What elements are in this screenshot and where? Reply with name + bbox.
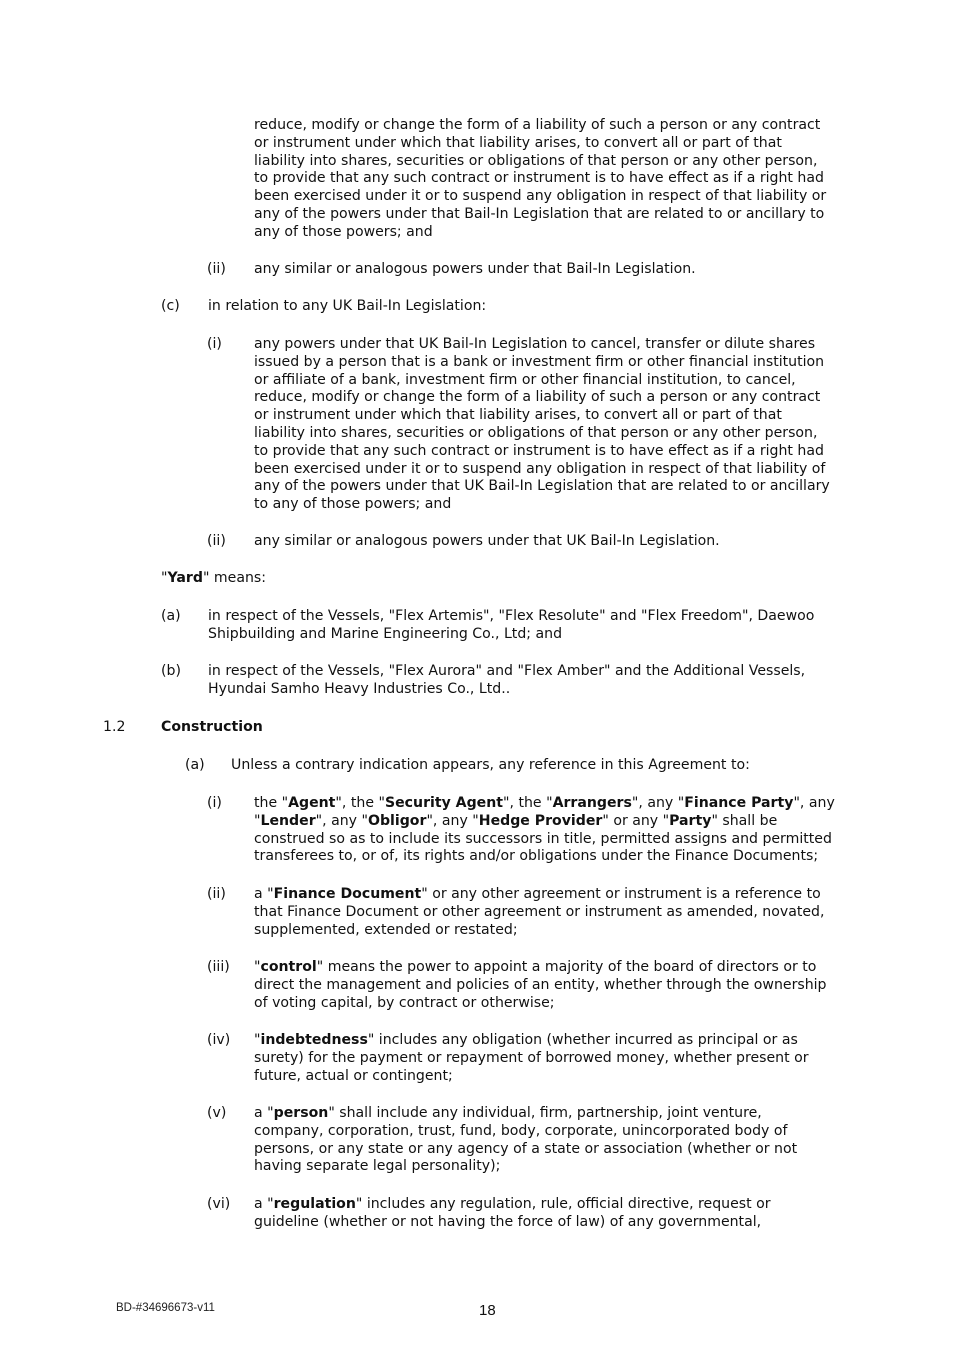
list-text: "control" means the power to appoint a majority of the board of directors or to direct the management and policies of an entity, whether through the ownership of voting capital, by contract or otherwise; [254, 959, 827, 1011]
list-text: a "Finance Document" or any other agreement or instrument is a reference to that Finance Document or other agreement or instrument as amended, novated, supplemented, extended or restated; [254, 886, 825, 938]
list-text: a "regulation" includes any regulation, rule, official directive, request or guideline (whether or not having the force of law) of any governmental, [254, 1196, 771, 1230]
list-label: (c) [161, 298, 180, 314]
list-text: in relation to any UK Bail-In Legislation: [208, 298, 487, 314]
list-label: (a) [161, 608, 181, 624]
list-label: (iii) [207, 959, 230, 975]
section-title: Construction [161, 719, 263, 735]
list-label: (i) [207, 336, 222, 352]
list-label: (i) [207, 795, 222, 811]
list-label: (iv) [207, 1032, 231, 1048]
list-label: (ii) [207, 533, 226, 549]
list-text: Unless a contrary indication appears, any reference in this Agreement to: [231, 757, 750, 773]
defined-term: Obligor [367, 812, 427, 829]
continuation-paragraph: reduce, modify or change the form of a liability of such a person or any contract or instrument under which that liability arises, to convert all or part of that liability into shares, securities or obligations of that person or any other person, to provide that any such contract or instrument is to have effect as if a right had been exercised under it or to suspend any obligation in respect of that liability or any of the powers under that Bail-In Legislation that are related to or ancillary to any of those powers; and [254, 117, 827, 240]
defined-term: Yard [167, 570, 203, 586]
defined-term: indebtedness [260, 1032, 368, 1048]
list-text: the "Agent", the "Security Agent", the "Arrangers", any "Finance Party", any "Lender", any "Obligor", any "Hedge Provider" or any "Party" shall be construed so as to include its successors in title, permitted assigns and permitted transferees to, or of, its rights and/or obligations under the Finance Documents; [254, 795, 835, 865]
list-label: (a) [185, 757, 205, 773]
document-reference: BD-#34696673-v11 [116, 1302, 215, 1314]
list-text: "indebtedness" includes any obligation (whether incurred as principal or as surety) for the payment or repayment of borrowed money, whether present or future, actual or contingent; [254, 1032, 809, 1084]
list-text: any powers under that UK Bail-In Legislation to cancel, transfer or dilute shares issued by a person that is a bank or investment firm or other financial institution or affiliate of a bank, investment firm or other financial institution, to cancel, reduce, modify or change the form of a liability of such a person or any contract or instrument under which that liability arises, to convert all or part of that liability into shares, securities or obligations of that person or any other person, to provide that any such contract or instrument is to have effect as if a right had been exercised under it or to suspend any obligation in respect of that liability of any of the powers under that UK Bail-In Legislation that are related to or ancillary to any of those powers; and [254, 336, 830, 513]
defined-term: Agent [288, 795, 336, 811]
defined-term: Lender [260, 812, 316, 829]
list-label: (b) [161, 663, 181, 679]
definition-intro: " means: [202, 570, 266, 586]
list-text: a "person" shall include any individual, firm, partnership, joint venture, company, corporation, trust, fund, body, corporate, unincorporated body of persons, or any state or any agency of a state or association (whether or not having separate legal personality); [254, 1105, 798, 1175]
defined-term: control [260, 959, 317, 975]
definition-yard [161, 570, 761, 588]
defined-term: Hedge Provider [478, 812, 603, 829]
list-text: in respect of the Vessels, "Flex Artemis", "Flex Resolute" and "Flex Freedom", Daewoo Shipbuilding and Marine Engineering Co., Ltd; and [208, 608, 815, 642]
defined-term: regulation [273, 1196, 356, 1212]
page-number: 18 [479, 1302, 496, 1319]
list-text: in respect of the Vessels, "Flex Aurora" and "Flex Amber" and the Additional Vessels, Hyundai Samho Heavy Industries Co., Ltd.. [208, 663, 806, 697]
defined-term: Party [669, 812, 712, 829]
quote: " [161, 570, 168, 586]
list-label: (v) [207, 1105, 227, 1121]
list-label: (ii) [207, 261, 226, 277]
list-label: (vi) [207, 1196, 231, 1212]
defined-term: Finance Party [684, 795, 794, 811]
defined-term: Security Agent [384, 795, 504, 811]
section-number: 1.2 [103, 719, 126, 735]
list-text: any similar or analogous powers under that Bail-In Legislation. [254, 261, 696, 277]
defined-term: Finance Document [273, 886, 422, 902]
list-label: (ii) [207, 886, 226, 902]
defined-term: Arrangers [552, 795, 632, 811]
defined-term: person [273, 1105, 329, 1121]
list-text: any similar or analogous powers under that UK Bail-In Legislation. [254, 533, 720, 549]
